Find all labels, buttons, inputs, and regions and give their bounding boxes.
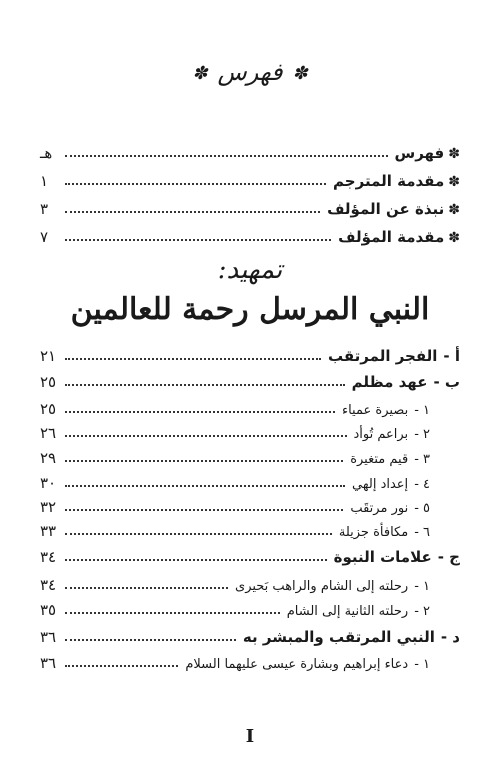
dot-leader	[65, 357, 321, 360]
toc-entry[interactable]	[40, 168, 460, 190]
subsection-label: نور مرتقَب	[350, 501, 409, 516]
dot-leader	[65, 586, 228, 589]
subsection-entry[interactable]	[40, 494, 430, 516]
main-heading: النبي المرسل رحمة للعالمين	[70, 292, 430, 327]
subsection-label: إعداد إلهي	[352, 477, 409, 492]
section-page: ٢٥	[40, 373, 57, 391]
section-entry[interactable]	[40, 369, 460, 391]
subsection-entry[interactable]	[40, 597, 430, 619]
dot-leader	[65, 383, 345, 386]
dot-leader	[65, 182, 326, 185]
subsection-entry[interactable]	[40, 572, 430, 594]
toc-entry-label: مقدمة المترجم	[333, 172, 445, 190]
section-letter: أ -	[443, 347, 460, 365]
subsection-number: ١ -	[414, 657, 430, 672]
section-entry[interactable]	[40, 624, 460, 646]
toc-entry[interactable]	[40, 196, 460, 218]
toc-entry[interactable]	[40, 224, 460, 246]
subsection-label: بصيرة عمياء	[341, 403, 409, 418]
intro-heading: تمهيد:	[217, 255, 283, 285]
ornament-icon: ✽	[292, 63, 308, 84]
section-label: عهد مظلم	[351, 373, 428, 391]
subsection-page: ٣٦	[40, 654, 57, 672]
section-label: علامات النبوة	[333, 548, 432, 566]
dot-leader	[65, 558, 327, 561]
dot-leader	[65, 664, 178, 667]
section-letter: د -	[440, 628, 460, 646]
subsection-entry[interactable]	[40, 396, 430, 418]
subsection-number: ٥ -	[414, 501, 430, 516]
subsection-number: ٦ -	[414, 525, 430, 540]
subsection-page: ٣٥	[40, 601, 57, 619]
subsection-number: ١ -	[414, 403, 430, 418]
subsection-number: ٤ -	[414, 477, 430, 492]
dot-leader	[65, 611, 280, 614]
page-title	[0, 58, 500, 86]
dot-leader	[65, 459, 343, 462]
toc-entry-page: ١	[40, 172, 49, 190]
section-letter: ج -	[437, 548, 460, 566]
dot-leader	[65, 410, 335, 413]
toc-entry-label: فهرس	[394, 144, 445, 162]
section-page: ٣٤	[40, 548, 57, 566]
toc-entry-page: ٧	[40, 228, 49, 246]
dot-leader	[65, 484, 345, 487]
subsection-entry[interactable]	[40, 518, 430, 540]
subsection-label: دعاء إبراهيم وبشارة عيسى عليهما السلام	[185, 657, 409, 672]
subsection-page: ٢٩	[40, 449, 57, 467]
subsection-page: ٣٠	[40, 474, 57, 492]
ornament-icon: ✽	[448, 146, 460, 162]
subsection-number: ٢ -	[414, 427, 430, 442]
subsection-number: ٢ -	[414, 604, 430, 619]
dot-leader	[65, 638, 236, 641]
subsection-label: براعم تُوأد	[353, 427, 409, 442]
subsection-number: ٣ -	[414, 452, 430, 467]
section-label: النبي المرتقب والمبشر به	[242, 628, 435, 646]
dot-leader	[65, 508, 343, 511]
section-entry[interactable]	[40, 544, 460, 566]
dot-leader	[65, 532, 332, 535]
page-title-text: فهرس	[217, 58, 283, 86]
dot-leader	[65, 238, 331, 241]
section-page: ٣٦	[40, 628, 57, 646]
subsection-label: مكافأة جزيلة	[338, 525, 409, 540]
section-page: ٢١	[40, 347, 57, 365]
subsection-entry[interactable]	[40, 420, 430, 442]
subsection-page: ٣٤	[40, 576, 57, 594]
subsection-label: رحلته الثانية إلى الشام	[286, 604, 409, 619]
subsection-page: ٣٣	[40, 522, 57, 540]
toc-entry-page: هـ	[40, 144, 53, 162]
section-label: الفجر المرتقب	[328, 347, 438, 365]
toc-entry-page: ٣	[40, 200, 49, 218]
dot-leader	[65, 154, 388, 157]
subsection-label: قيم متغيرة	[350, 452, 409, 467]
subsection-number: ١ -	[414, 579, 430, 594]
ornament-icon: ✽	[192, 63, 208, 84]
page-number: I	[245, 726, 255, 747]
subsection-entry[interactable]	[40, 470, 430, 492]
toc-entry-label: مقدمة المؤلف	[338, 228, 445, 246]
ornament-icon: ✽	[448, 202, 460, 218]
toc-entry-label: نبذة عن المؤلف	[327, 200, 445, 218]
subsection-entry[interactable]	[40, 445, 430, 467]
ornament-icon: ✽	[448, 230, 460, 246]
section-entry[interactable]	[40, 343, 460, 365]
toc-entry[interactable]	[40, 140, 460, 162]
dot-leader	[65, 210, 320, 213]
subsection-page: ٣٢	[40, 498, 57, 516]
subsection-page: ٢٥	[40, 400, 57, 418]
dot-leader	[65, 434, 347, 437]
subsection-page: ٢٦	[40, 424, 57, 442]
subsection-label: رحلته إلى الشام والراهب بَحيرى	[235, 579, 409, 594]
subsection-entry[interactable]	[40, 650, 430, 672]
ornament-icon: ✽	[448, 174, 460, 190]
section-letter: ب -	[433, 373, 460, 391]
